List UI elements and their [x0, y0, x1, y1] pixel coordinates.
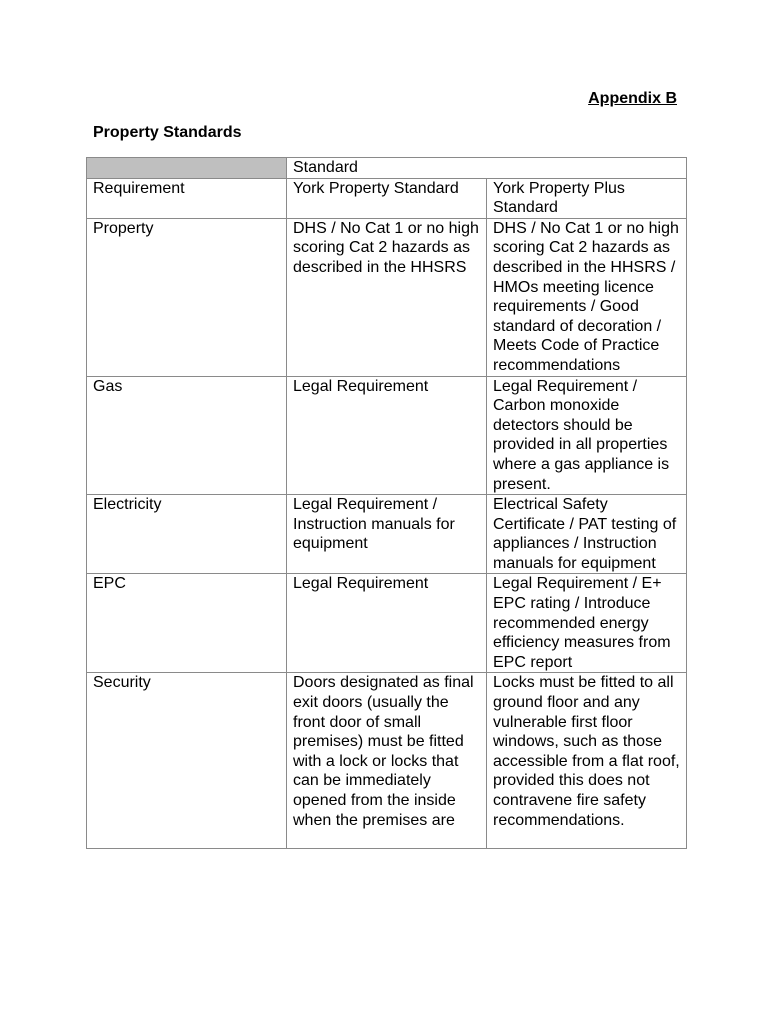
york-plus-standard-cell: Legal Requirement / Carbon monoxide detectors should be provided in all properties where a gas appliance is present. [487, 376, 687, 495]
requirement-text: Security [93, 674, 151, 692]
table-row [87, 673, 687, 849]
table-row [87, 495, 687, 574]
requirement-column-header: Requirement [87, 178, 287, 218]
table-group-header-row [87, 158, 687, 179]
york-standard-column-header: York Property Standard [287, 178, 487, 218]
page-title: Property Standards [93, 124, 242, 141]
york-standard-cell: Legal Requirement / Instruction manuals for equipment [287, 495, 487, 574]
york-plus-standard-cell: DHS / No Cat 1 or no high scoring Cat 2 hazards as described in the HHSRS / HMOs meeting licence requirements / Good standard of decoration / Meets Code of Practice recommendations [487, 218, 687, 376]
shaded-header-cell [87, 158, 287, 179]
table-row [87, 218, 687, 376]
york-standard-cell: DHS / No Cat 1 or no high scoring Cat 2 hazards as described in the HHSRS [287, 218, 487, 376]
requirement-cell [87, 673, 287, 849]
appendix-label: Appendix B [588, 90, 677, 107]
table-row [87, 574, 687, 673]
requirement-cell: Electricity [87, 495, 287, 574]
york-plus-standard-cell: Electrical Safety Certificate / PAT testing of appliances / Instruction manuals for equipment [487, 495, 687, 574]
table-column-header-row [87, 178, 687, 218]
york-plus-standard-cell [487, 673, 687, 849]
requirement-cell: Property [87, 218, 287, 376]
property-standards-table [86, 157, 687, 849]
requirement-cell: EPC [87, 574, 287, 673]
york-plus-standard-text: Locks must be fitted to all ground floor and any vulnerable first floor windows, such as those accessible from a flat roof, provided this does not contravene fire safety recommendations. [493, 674, 680, 829]
york-plus-standard-cell: Legal Requirement / E+ EPC rating / Introduce recommended energy efficiency measures from EPC report [487, 574, 687, 673]
york-plus-standard-column-header: York Property Plus Standard [487, 178, 687, 218]
york-standard-cell: Legal Requirement [287, 574, 487, 673]
york-standard-text: Doors designated as final exit doors (usually the front door of small premises) must be fitted with a lock or locks that can be immediately opened from the inside when the premises are [293, 674, 474, 829]
york-standard-cell: Legal Requirement [287, 376, 487, 495]
requirement-cell: Gas [87, 376, 287, 495]
york-standard-cell [287, 673, 487, 849]
standard-group-header: Standard [287, 158, 687, 179]
table-row [87, 376, 687, 495]
